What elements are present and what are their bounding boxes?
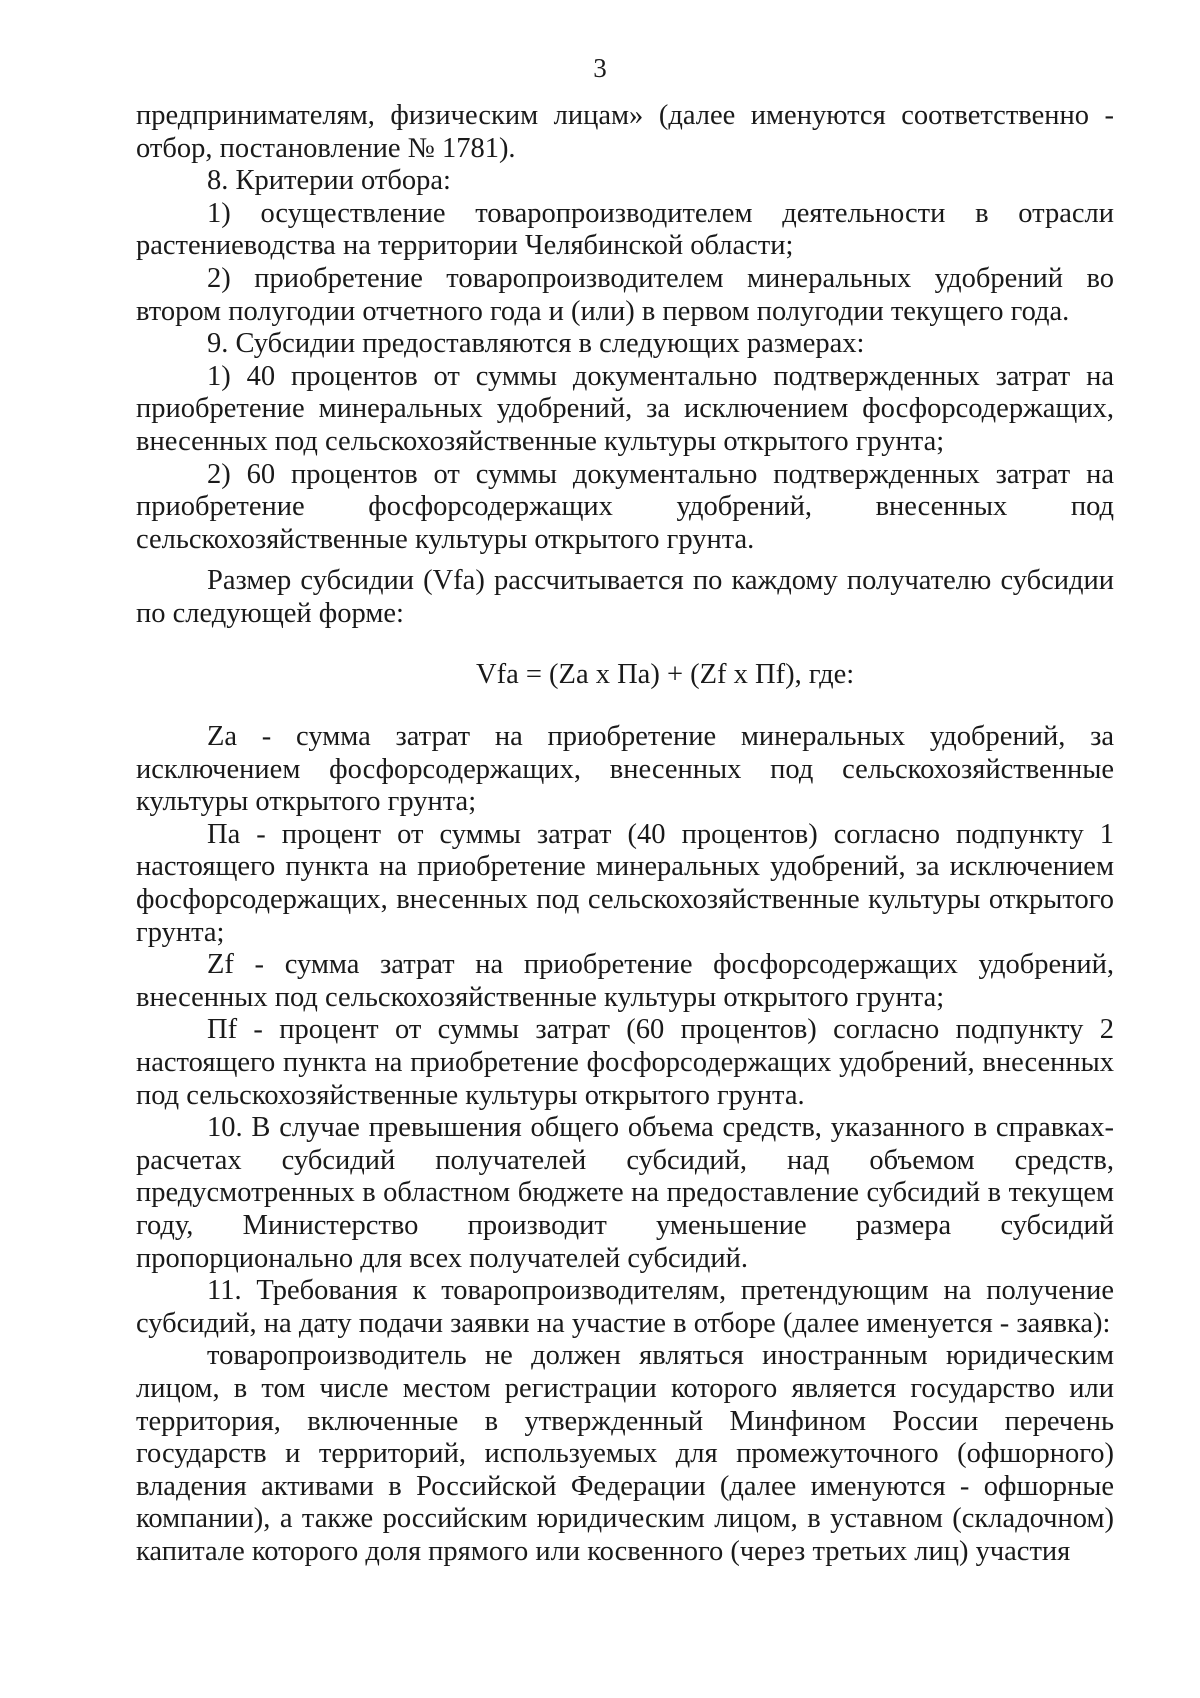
paragraph-definition-zf: Zf - сумма затрат на приобретение фосфорсодержащих удобрений, внесенных под сельскохозяйственные культуры открытого грунта; — [136, 949, 1114, 1013]
paragraph-subsidy-formula-intro: Размер субсидии (Vfa) рассчитывается по каждому получателю субсидии по следующей форме: — [136, 565, 1114, 629]
paragraph-section-8-heading: 8. Критерии отбора: — [207, 165, 451, 197]
paragraph-criterion-1: 1) осуществление товаропроизводителем деятельности в отрасли растениеводства на территории Челябинской области; — [136, 197, 1114, 262]
paragraph-requirement-offshore: товаропроизводитель не должен являться иностранным юридическим лицом, в том числе местом регистрации которого является государство или территория, включенные в утвержденный Минфином России перечень государств и территорий, используемых для промежуточного (офшорного) владения активами в Российской Федерации (далее именуются - офшорные компании), а также российским юридическим лицом, в уставном (складочном) капитале которого доля прямого или косвенного (через третьих лиц) участия — [136, 1340, 1114, 1567]
paragraph-section-10: 10. В случае превышения общего объема средств, указанного в справках-расчетах субсидий получателей субсидий, над объемом средств, предусмотренных в областном бюджете на предоставление субсидий в текущем году, Министерство производит уменьшение размера субсидий пропорционально для всех получателей субсидий. — [136, 1112, 1114, 1274]
paragraph-criterion-2: 2) приобретение товаропроизводителем минеральных удобрений во втором полугодии отчетного года и (или) в первом полугодии текущего года. — [136, 262, 1114, 327]
paragraph-section-9-heading: 9. Субсидии предоставляются в следующих размерах: — [207, 328, 865, 360]
document-body — [136, 100, 1114, 1569]
paragraph-continuation: предпринимателям, физическим лицам» (далее именуются соответственно - отбор, постановление № 1781). — [136, 100, 1114, 164]
paragraph-subsidy-size-1: 1) 40 процентов от суммы документально подтвержденных затрат на приобретение минеральных удобрений, за исключением фосфорсодержащих, внесенных под сельскохозяйственные культуры открытого грунта; — [136, 360, 1114, 457]
page-number: 3 — [593, 53, 607, 83]
paragraph-subsidy-size-2: 2) 60 процентов от суммы документально подтвержденных затрат на приобретение фосфорсодержащих удобрений, внесенных под сельскохозяйственные культуры открытого грунта. — [136, 458, 1114, 555]
paragraph-definition-pa: Па - процент от суммы затрат (40 процентов) согласно подпункту 1 настоящего пункта на приобретение минеральных удобрений, за исключением фосфорсодержащих, внесенных под сельскохозяйственные культуры открытого грунта; — [136, 818, 1114, 948]
paragraph-definition-pf: Пf - процент от суммы затрат (60 процентов) согласно подпункту 2 настоящего пункта на приобретение фосфорсодержащих удобрений, внесенных под сельскохозяйственные культуры открытого грунта. — [136, 1014, 1114, 1111]
subsidy-formula: Vfa = (Za x Па) + (Zf x Пf), где: — [476, 658, 855, 690]
paragraph-section-11: 11. Требования к товаропроизводителям, претендующим на получение субсидий, на дату подачи заявки на участие в отборе (далее именуется - заявка): — [136, 1275, 1114, 1339]
paragraph-definition-za: Za - сумма затрат на приобретение минеральных удобрений, за исключением фосфорсодержащих, внесенных под сельскохозяйственные культуры открытого грунта; — [136, 721, 1114, 818]
